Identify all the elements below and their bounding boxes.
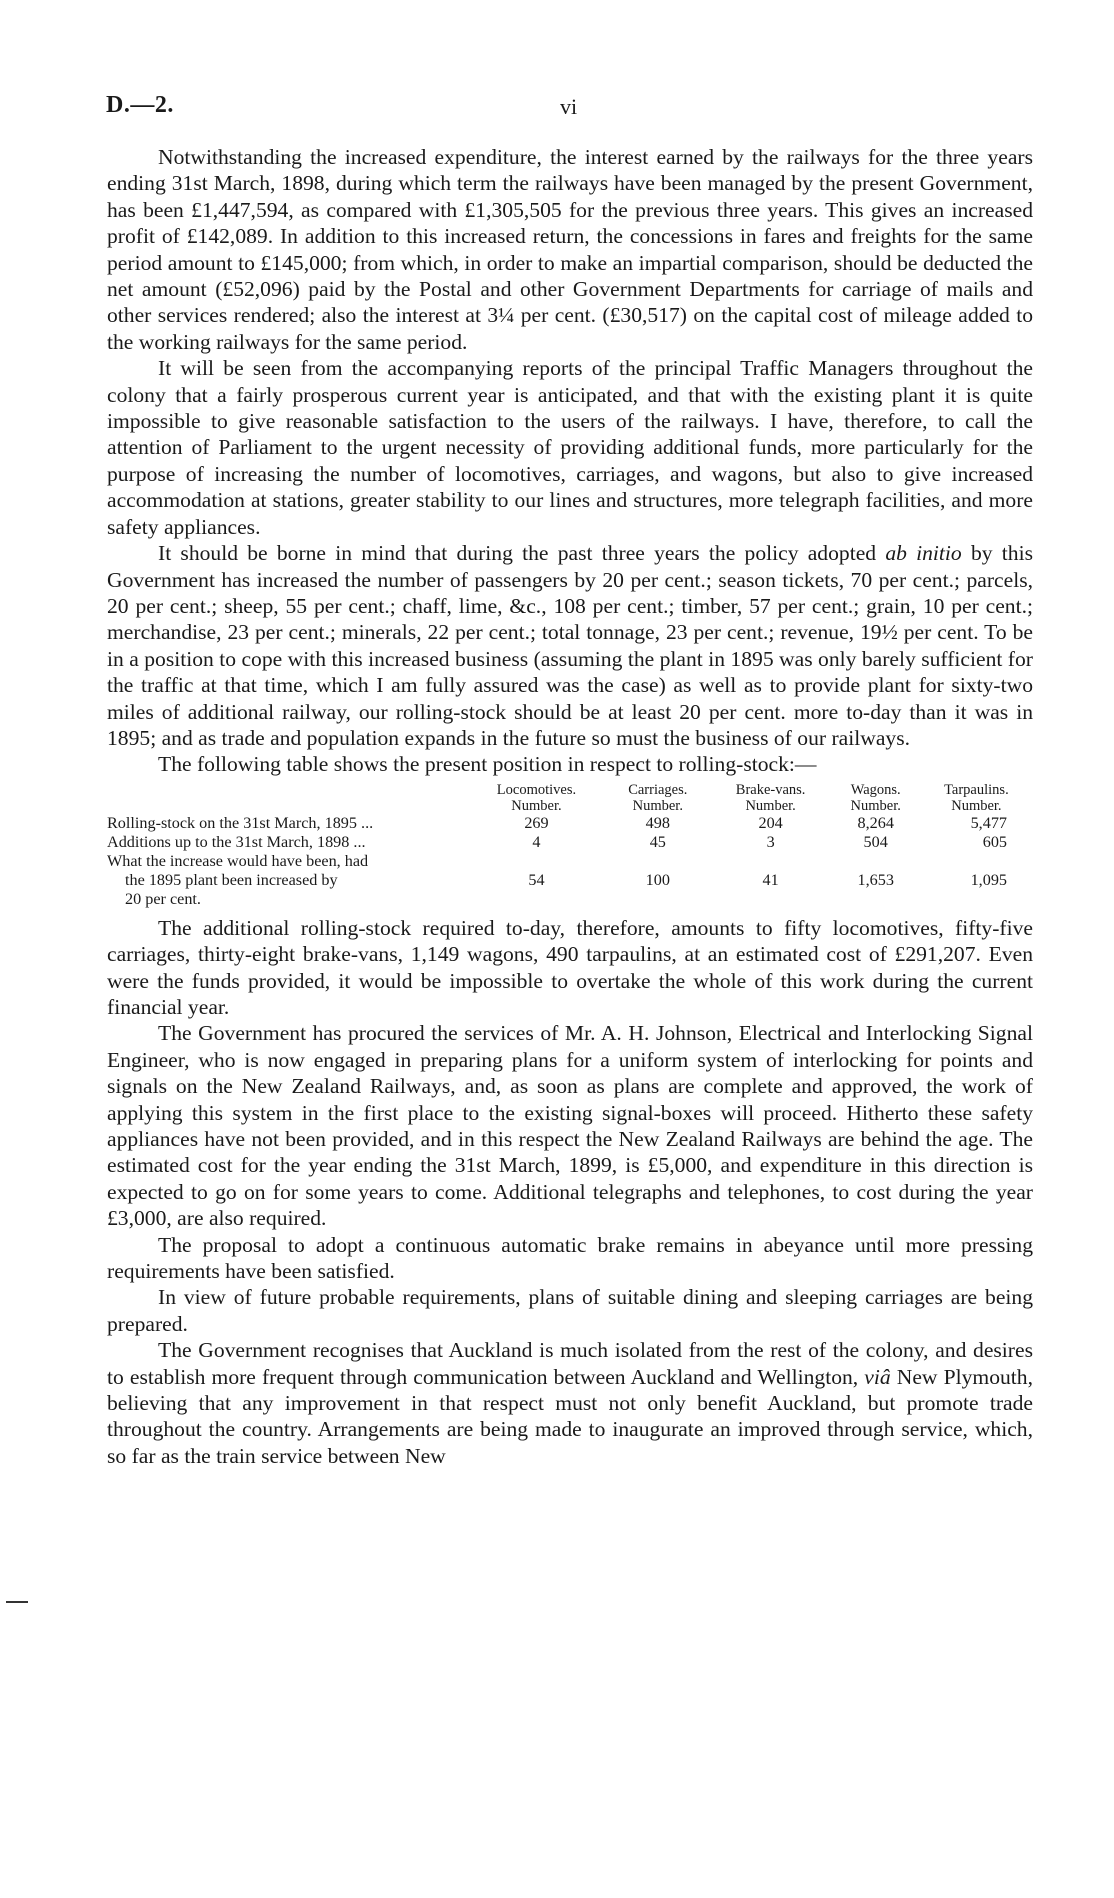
table-cell: 41 [762,870,779,889]
table-cell: 605 [982,832,1007,851]
margin-mark [6,1601,28,1603]
table-cell: 504 [863,832,888,851]
page-header [0,92,1114,122]
table-header-row [107,782,1033,814]
table-cell: 1,095 [970,870,1007,889]
table-cell: 1,653 [857,870,894,889]
row-label: What the increase would have been, had the 1895 plant been increased by 20 per cent. [107,851,369,908]
table-header-blank [107,782,467,814]
column-header-carriages: Carriages. Number. [628,781,688,814]
table-row [107,833,1033,852]
paragraph-additional-stock: The additional rolling-stock required to-day, therefore, amounts to fifty locomotives, fifty-five carriages, thirty-eight brake-vans, 1,149 wagons, 490 tarpaulins, at an estimated cost of £291,207. Even were the funds provided, it would be impossible to overtake the whole of this work during the current financial year. [107,915,1033,1019]
table-cell: 54 [528,870,545,889]
paragraph-signal-engineer: The Government has procured the services of Mr. A. H. Johnson, Electrical and Interlocking Signal Engineer, who is now engaged in preparing plans for a uniform system of interlocking for points and signals on the New Zealand Railways, and, as soon as plans are complete and approved, the work of applying this system in the first place to the existing signal-boxes will proceed. Hitherto these safety appliances have not been provided, and in this respect the New Zealand Railways are behind the age. The estimated cost for the year ending the 31st March, 1899, is £5,000, and expenditure in this direction is expected to go on for some years to come. Additional telegraphs and telephones, to cost during the year £3,000, are also required. [107,1021,1033,1231]
paragraph-text: by this Government has increased the number of passengers by 20 per cent.; season tickets, 70 per cent.; parcels, 20 per cent.; sheep, 55 per cent.; chaff, lime, &c., 108 per cent.; timber, 57 per cent.; grain, 10 per cent.; merchandise, 23 per cent.; minerals, 22 per cent.; total tonnage, 23 per cent.; revenue, 19½ per cent. To be in a position to cope with this increased business (assuming the plant in 1895 was only barely sufficient for the traffic at that time, which I am fully assured was the case) as well as to provide plant for sixty-two miles of additional railway, our rolling-stock should be at least 20 per cent. more to-day than it was in 1895; and as trade and population expands in the future so must the business of our railways. [107,541,1033,750]
table-row [107,814,1033,833]
paragraph-policy-increase [107,540,1033,751]
table-cell: 8,264 [857,813,894,832]
paragraph-interest-earned: Notwithstanding the increased expenditure, the interest earned by the railways for the three years ending 31st March, 1898, during which term the railways have been managed by the present Government, has been £1,447,594, as compared with £1,305,505 for the previous three years. This gives an increased profit of £142,089. In addition to this increased return, the concessions in fares and freights for the same period amount to £145,000; from which, in order to make an impartial comparison, should be deducted the net amount (£52,096) paid by the Postal and other Government Departments for carriage of mails and other services rendered; also the interest at 3¼ per cent. (£30,517) on the capital cost of mileage added to the working railways for the same period. [107,145,1033,354]
paragraph-auckland-service [107,1337,1033,1469]
paragraph-dining-carriages: In view of future probable requirements, plans of suitable dining and sleeping carriages are being prepared. [107,1285,1033,1336]
row-label: Rolling-stock on the 31st March, 1895 ... [107,813,374,832]
column-header-locomotives: Locomotives. Number. [496,781,577,814]
italic-phrase: viâ [864,1364,891,1389]
table-cell: 498 [645,813,670,832]
table-row [107,852,1033,909]
table-cell: 45 [649,832,666,851]
column-header-wagons: Wagons. Number. [850,781,901,814]
rolling-stock-table [107,782,1033,909]
table-cell: 3 [766,832,775,851]
table-cell: 5,477 [970,813,1007,832]
table-cell: 4 [532,832,541,851]
row-label: Additions up to the 31st March, 1898 ... [107,832,366,851]
paragraph-text: The Government recognises that Auckland is much isolated from the rest of the colony, and desires to establish more frequent through communication between Auckland and Wellington, [107,1338,1033,1389]
paragraph-text: It should be borne in mind that during the past three years the policy adopted [158,541,886,566]
document-reference: D.—2. [106,92,174,118]
table-cell: 100 [645,870,670,889]
page-body [107,144,1033,1469]
paragraph-text: New Plymouth, believing that any improvement in that respect must not only benefit Auckland, but promote trade throughout the country. Arrangements are being made to inaugurate an improved through service, which, so far as the train service between New [107,1364,1033,1468]
italic-phrase: ab initio [885,541,962,566]
page-number: vi [560,94,578,119]
table-cell: 204 [758,813,783,832]
column-header-tarpaulins: Tarpaulins. Number. [944,781,1009,814]
paragraph-table-intro: The following table shows the present position in respect to rolling-stock:— [158,752,817,777]
paragraph-automatic-brake: The proposal to adopt a continuous automatic brake remains in abeyance until more pressing requirements have been satisfied. [107,1232,1033,1284]
column-header-brake-vans: Brake-vans. Number. [735,781,806,814]
paragraph-traffic-managers: It will be seen from the accompanying reports of the principal Traffic Managers throughout the colony that a fairly prosperous current year is anticipated, and that with the existing plant it is quite impossible to give reasonable satisfaction to the users of the railways. I have, therefore, to call the attention of Parliament to the urgent necessity of providing additional funds, more particularly for the purpose of increasing the number of locomotives, carriages, and wagons, but also to give increased accommodation at stations, greater stability to our lines and structures, more telegraph facilities, and more safety appliances. [107,356,1033,539]
table-cell: 269 [524,813,549,832]
